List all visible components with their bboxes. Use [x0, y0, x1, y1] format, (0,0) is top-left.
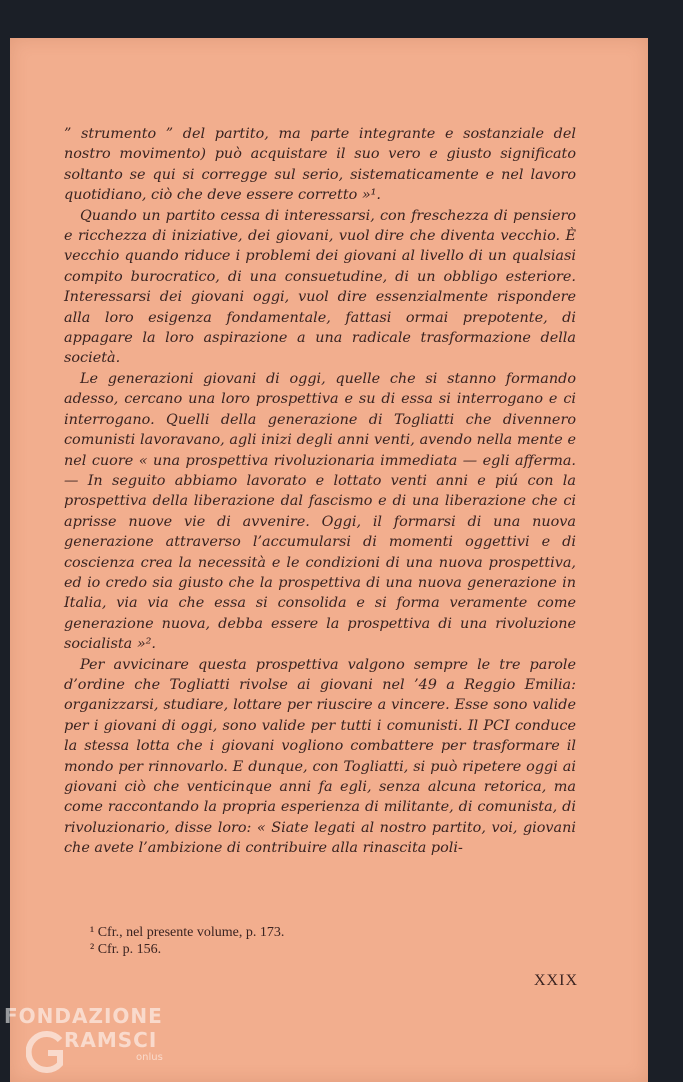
- paragraph-1: ” strumento ” del partito, ma parte integrante e sostanziale del nostro movimento) può acquistare il suo vero e giusto significato soltanto se qui si corregge sul serio, sistematicamente e nel lavoro quotidiano, ciò che deve essere corretto »¹.: [64, 126, 576, 204]
- footnotes: [90, 924, 550, 958]
- fondazione-gramsci-watermark: [0, 1004, 200, 1080]
- paragraph-3: Le generazioni giovani di oggi, quelle che si stanno formando adesso, cercano una loro prospettiva e su di essa si interrogano e ci interrogano. Quelli della generazione di Togliatti che divennero comunisti lavoravano, agli inizi degli anni venti, avendo nella mente e nel cuore « una prospettiva rivoluzionaria immediata — egli afferma. — In seguito abbiamo lavorato e lottato venti anni e piú con la prospettiva della liberazione dal fascismo e di una liberazione che ci aprisse nuove vie di avvenire. Oggi, il formarsi di una nuova generazione attraverso l’accumularsi di momenti oggettivi e di coscienza crea la necessità e le condizioni di una nuova prospettiva, ed io credo sia giusto che la prospettiva di una nuova generazione in Italia, via via che essa si consolida e si forma veramente come generazione nuova, debba essere la prospettiva di una rivoluzione socialista »².: [64, 370, 576, 653]
- paragraph-4: Per avvicinare questa prospettiva valgono sempre le tre parole d’ordine che Togliatti rivolse ai giovani nel ’49 a Reggio Emilia: organizzarsi, studiare, lottare per riuscire a vincere. Esse sono valide per i giovani di oggi, sono valide per tutti i comunisti. Il PCI conduce la stessa lotta che i giovani vogliono combattere per trasformare il mondo per rinnovarlo. E dunque, con Togliatti, si può ripetere oggi ai giovani ciò che venticinque anni fa egli, senza alcuna retorica, ma come raccontando la propria esperienza di militante, di comunista, di rivoluzionario, disse loro: « Siate legati al nostro partito, voi, giovani che avete l’ambizione di contribuire alla rinascita poli-: [64, 656, 576, 857]
- footnote-1: ¹ Cfr., nel presente volume, p. 173.: [90, 925, 285, 940]
- watermark-suffix: onlus: [136, 1052, 163, 1063]
- watermark-line-2: RAMSCI: [64, 1028, 158, 1052]
- book-page: [10, 38, 648, 1082]
- watermark-line-1: FONDAZIONE: [4, 1004, 163, 1028]
- paragraph-2: Quando un partito cessa di interessarsi, con freschezza di pensiero e ricchezza di iniziative, dei giovani, vuol dire che diventa vecchio. È vecchio quando riduce i problemi dei giovani al livello di un qualsiasi compito burocratico, di una consuetudine, di un obbligo esteriore. Interessarsi dei giovani oggi, vuol dire essenzialmente rispondere alla loro esigenza fondamentale, fattasi ormai prepotente, di appagare la loro aspirazione a una radicale trasformazione della società.: [64, 207, 576, 367]
- footnote-2: ² Cfr. p. 156.: [90, 942, 162, 957]
- body-text: [64, 124, 576, 859]
- page-number: XXIX: [534, 972, 578, 989]
- gramsci-g-logo-icon: [26, 1026, 66, 1076]
